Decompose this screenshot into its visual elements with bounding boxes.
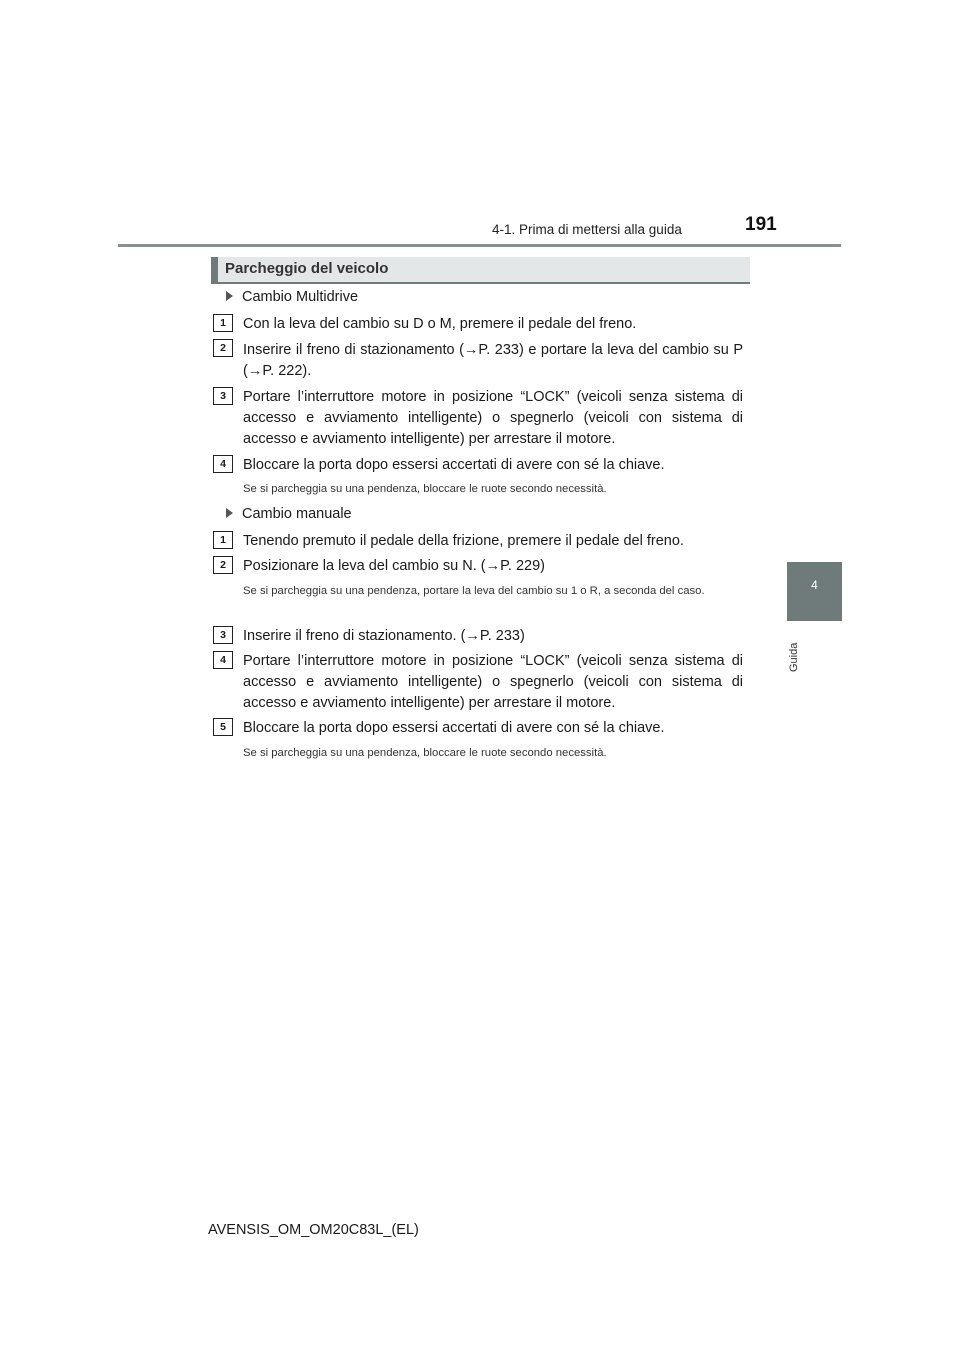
- step-text: Posizionare la leva del cambio su N. (→P. 229): [243, 558, 545, 574]
- page-number: 191: [745, 214, 777, 235]
- subheading-manual: [226, 506, 352, 522]
- subheading-label: Cambio manuale: [242, 506, 352, 522]
- subheading-label: Cambio Multidrive: [242, 289, 359, 305]
- header-divider: [118, 244, 841, 247]
- step-text: Con la leva del cambio su D o M, premere il pedale del freno.: [243, 316, 637, 332]
- step-number: 2: [213, 556, 233, 574]
- step-text: Bloccare la porta dopo essersi accertati di avere con sé la chiave.: [243, 457, 665, 473]
- section-title: Parcheggio del veicolo: [225, 260, 389, 277]
- step-number: 3: [213, 387, 233, 405]
- step-number: 5: [213, 718, 233, 736]
- triangle-bullet-icon: [226, 508, 233, 518]
- document-code: AVENSIS_OM_OM20C83L_(EL): [208, 1222, 419, 1238]
- note-text: Se si parcheggia su una pendenza, portare la leva del cambio su 1 o R, a seconda del caso.: [243, 585, 705, 597]
- step-text: Inserire il freno di stazionamento. (→P. 233): [243, 628, 525, 644]
- step-number: 3: [213, 626, 233, 644]
- chapter-label-box: [788, 632, 802, 672]
- triangle-bullet-icon: [226, 291, 233, 301]
- step-text: Bloccare la porta dopo essersi accertati di avere con sé la chiave.: [243, 720, 665, 736]
- step-text: Portare l’interruttore motore in posizione “LOCK” (veicoli senza sistema di accesso e avviamento intelligente) o spegnerlo (veicoli con sistema di accesso e avviamento intelligente) per arrestare il motore.: [243, 653, 743, 712]
- step-text: Tenendo premuto il pedale della frizione, premere il pedale del freno.: [243, 533, 684, 549]
- note-text: Se si parcheggia su una pendenza, bloccare le ruote secondo necessità.: [243, 483, 607, 495]
- note-text: Se si parcheggia su una pendenza, bloccare le ruote secondo necessità.: [243, 747, 607, 759]
- chapter-label: Guida: [788, 642, 800, 672]
- step-number: 4: [213, 455, 233, 473]
- step-text: Inserire il freno di stazionamento (→P. 233) e portare la leva del cambio su P (→P. 222).: [243, 342, 743, 380]
- step-number: 1: [213, 314, 233, 332]
- subheading-multidrive: [226, 289, 358, 305]
- step-number: 4: [213, 651, 233, 669]
- step-number: 2: [213, 339, 233, 357]
- step-text: Portare l’interruttore motore in posizione “LOCK” (veicoli senza sistema di accesso e avviamento intelligente) o spegnerlo (veicoli con sistema di accesso e avviamento intelligente) per arrestare il motore.: [243, 389, 743, 448]
- section-marker: [211, 257, 218, 282]
- chapter-number: 4: [811, 578, 818, 592]
- running-header: 4-1. Prima di mettersi alla guida: [492, 222, 682, 237]
- section-header: [211, 257, 750, 284]
- step-number: 1: [213, 531, 233, 549]
